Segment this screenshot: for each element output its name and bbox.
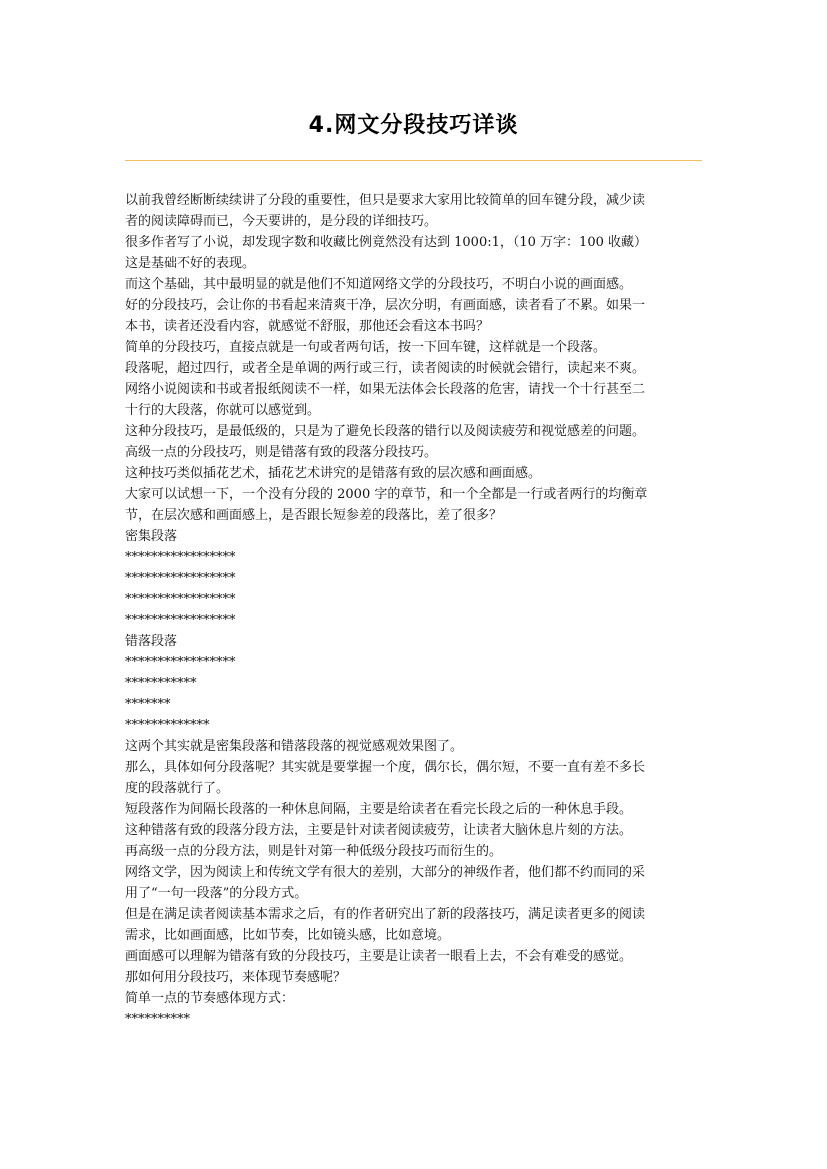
page-title: 4.网文分段技巧详谈 [308, 113, 519, 138]
document-body [125, 190, 705, 1030]
text-line: 者的阅读障碍而已，今天要讲的，是分段的详细技巧。 [125, 214, 438, 229]
text-line: 网络小说阅读和书或者报纸阅读不一样，如果无法体会长段落的危害，请找一个十行甚至二 [125, 382, 646, 397]
text-line: 节，在层次感和画面感上，是否跟长短参差的段落比，差了很多？ [125, 508, 503, 523]
text-line: 高级一点的分段技巧，则是错落有致的段落分段技巧。 [125, 445, 438, 460]
text-line: 需求，比如画面感，比如节奏，比如镜头感，比如意境。 [125, 928, 451, 943]
text-line: 短段落作为间隔长段落的一种休息间隔，主要是给读者在看完长段之后的一种休息手段。 [125, 802, 633, 817]
text-line: 用了“一句一段落”的分段方式。 [125, 886, 308, 901]
text-line: ***************** [125, 571, 236, 586]
text-line: 段落呢，超过四行，或者全是单调的两行或三行，读者阅读的时候就会错行，读起来不爽。 [125, 361, 646, 376]
text-line: 再高级一点的分段方法，则是针对第一种低级分段技巧而衍生的。 [125, 844, 503, 859]
text-line: ******* [125, 697, 171, 712]
text-line: 密集段落 [125, 529, 178, 544]
text-line: ***************** [125, 655, 236, 670]
text-line: 本书，读者还没看内容，就感觉不舒服，那他还会看这本书吗？ [125, 319, 490, 334]
text-line: 那么，具体如何分段落呢？其实就是要掌握一个度，偶尔长，偶尔短，不要一直有差不多长 [125, 760, 646, 775]
text-line: 但是在满足读者阅读基本需求之后，有的作者研究出了新的段落技巧，满足读者更多的阅读 [125, 907, 646, 922]
text-line: ***************** [125, 592, 236, 607]
text-line: 简单的分段技巧，直接点就是一句或者两句话，按一下回车键，这样就是一个段落。 [125, 340, 607, 355]
text-line: ************* [125, 718, 210, 733]
title-divider [125, 160, 702, 161]
text-line: 大家可以试想一下，一个没有分段的 2000 字的章节，和一个全都是一行或者两行的均衡章 [125, 487, 648, 502]
text-line: 简单一点的节奏感体现方式： [125, 991, 295, 1006]
text-line: 错落段落 [125, 634, 178, 649]
text-line: 而这个基础，其中最明显的就是他们不知道网络文学的分段技巧，不明白小说的画面感。 [125, 277, 633, 292]
text-line: 这种分段技巧，是最低级的，只是为了避免长段落的错行以及阅读疲劳和视觉感差的问题。 [125, 424, 646, 439]
text-line: ***************** [125, 613, 236, 628]
text-line: 好的分段技巧，会让你的书看起来清爽干净，层次分明，有画面感，读者看了不累。如果一 [125, 298, 646, 313]
text-line: ***************** [125, 550, 236, 565]
text-line: 以前我曾经断断续续讲了分段的重要性，但只是要求大家用比较简单的回车键分段，减少读 [125, 193, 646, 208]
text-line: 那如何用分段技巧，来体现节奏感呢？ [125, 970, 347, 985]
text-line: ********** [125, 1012, 190, 1027]
text-line: 很多作者写了小说，却发现字数和收藏比例竟然没有达到 1000:1，（10 万字：100 收藏） [125, 235, 647, 250]
text-line: 这种技巧类似插花艺术，插花艺术讲究的是错落有致的层次感和画面感。 [125, 466, 542, 481]
text-line: 十行的大段落，你就可以感觉到。 [125, 403, 321, 418]
text-line: *********** [125, 676, 197, 691]
text-line: 这是基础不好的表现。 [125, 256, 256, 271]
text-line: 这两个其实就是密集段落和错落段落的视觉感观效果图了。 [125, 739, 464, 754]
text-line: 画面感可以理解为错落有致的分段技巧，主要是让读者一眼看上去，不会有难受的感觉。 [125, 949, 633, 964]
text-line: 这种错落有致的段落分段方法，主要是针对读者阅读疲劳，让读者大脑休息片刻的方法。 [125, 823, 633, 838]
text-line: 度的段落就行了。 [125, 781, 230, 796]
text-line: 网络文学，因为阅读上和传统文学有很大的差别，大部分的神级作者，他们都不约而同的采 [125, 865, 646, 880]
